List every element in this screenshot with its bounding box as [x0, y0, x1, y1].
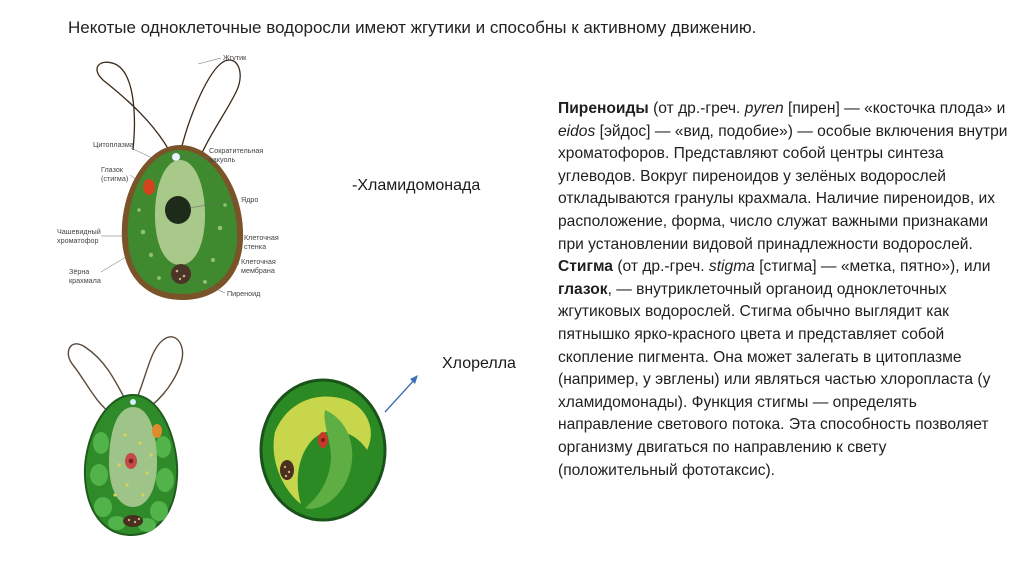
description-text: [558, 98, 1008, 482]
label-nucleus: Ядро: [241, 195, 259, 204]
pointer-arrow: [380, 360, 440, 420]
label-eyespot-2: (стигма): [101, 174, 129, 183]
caption-chlamydomonas: -Хламидомонада: [352, 177, 481, 194]
chlamydomonas-cell-illustration: [55, 325, 215, 545]
label-starch-1: Зёрна: [69, 267, 90, 276]
term-stigma: Стигма: [558, 258, 613, 276]
paragraph-pyrenoids: Пиреноиды (от др.-греч. pyren [пирен] — «косточка плода» и eidos [эйдос] — «вид, подобие») — особые включения внутри хроматофоров. Представляют собой центры синтеза углеводов. Вокруг пиреноидов у зелёных водорослей откладываются гранулы крахмала. Наличие пиреноидов, их расположение, форма, число служат важными признаками при установлении видовой принадлежности водорослей.: [558, 100, 1008, 253]
paragraph-stigma: Стигма (от др.-греч. stigma [стигма] — «метка, пятно»), или глазок, — внутриклеточный органоид одноклеточных жгутиковых водорослей. Стигма обычно выглядит как пятнышко ярко-красного цвета и представляет собой скопление пигмента. Она может залегать в цитоплазме (например, у эвглены) или являться частью хлоропласта (у хламидомонады). Функция стигмы — определять направление светового потока. Эта способность позволяет организму двигаться по направлению к свету (положительный фототаксис).: [558, 258, 991, 479]
label-cell-wall-2: стенка: [244, 242, 267, 251]
pyrenoid: [171, 264, 191, 284]
slide-title: Некотые одноклеточные водоросли имеют жгутики и способны к активному движению.: [68, 18, 757, 37]
label-contractile-vacuole-1: Сократительная: [209, 146, 264, 155]
label-chromatophore-1: Чашевидный: [57, 227, 101, 236]
label-contractile-vacuole-2: вакуоль: [209, 155, 236, 164]
nucleus: [165, 196, 191, 224]
label-cell-membrane-2: мембрана: [241, 266, 275, 275]
term-pyrenoids: Пиреноиды: [558, 100, 649, 117]
label-eyespot-1: Глазок: [101, 165, 123, 174]
label-starch-2: крахмала: [69, 276, 101, 285]
label-chromatophore-2: хроматофор: [57, 236, 99, 245]
label-cell-membrane-1: Клеточная: [241, 257, 276, 266]
term-eyespot: глазок: [558, 280, 608, 298]
label-pyrenoid: Пиреноид: [227, 289, 261, 298]
chlorella-illustration: [255, 372, 395, 527]
contractile-vacuole: [172, 153, 180, 161]
label-flagellum: Жгутик: [223, 53, 247, 62]
chlamydomonas-diagram: [55, 50, 295, 310]
caption-chlorella: Хлорелла: [442, 355, 516, 372]
label-cell-wall-1: Клеточная: [244, 233, 279, 242]
label-cytoplasm: Цитоплазма: [93, 140, 134, 149]
eyespot: [143, 179, 155, 195]
